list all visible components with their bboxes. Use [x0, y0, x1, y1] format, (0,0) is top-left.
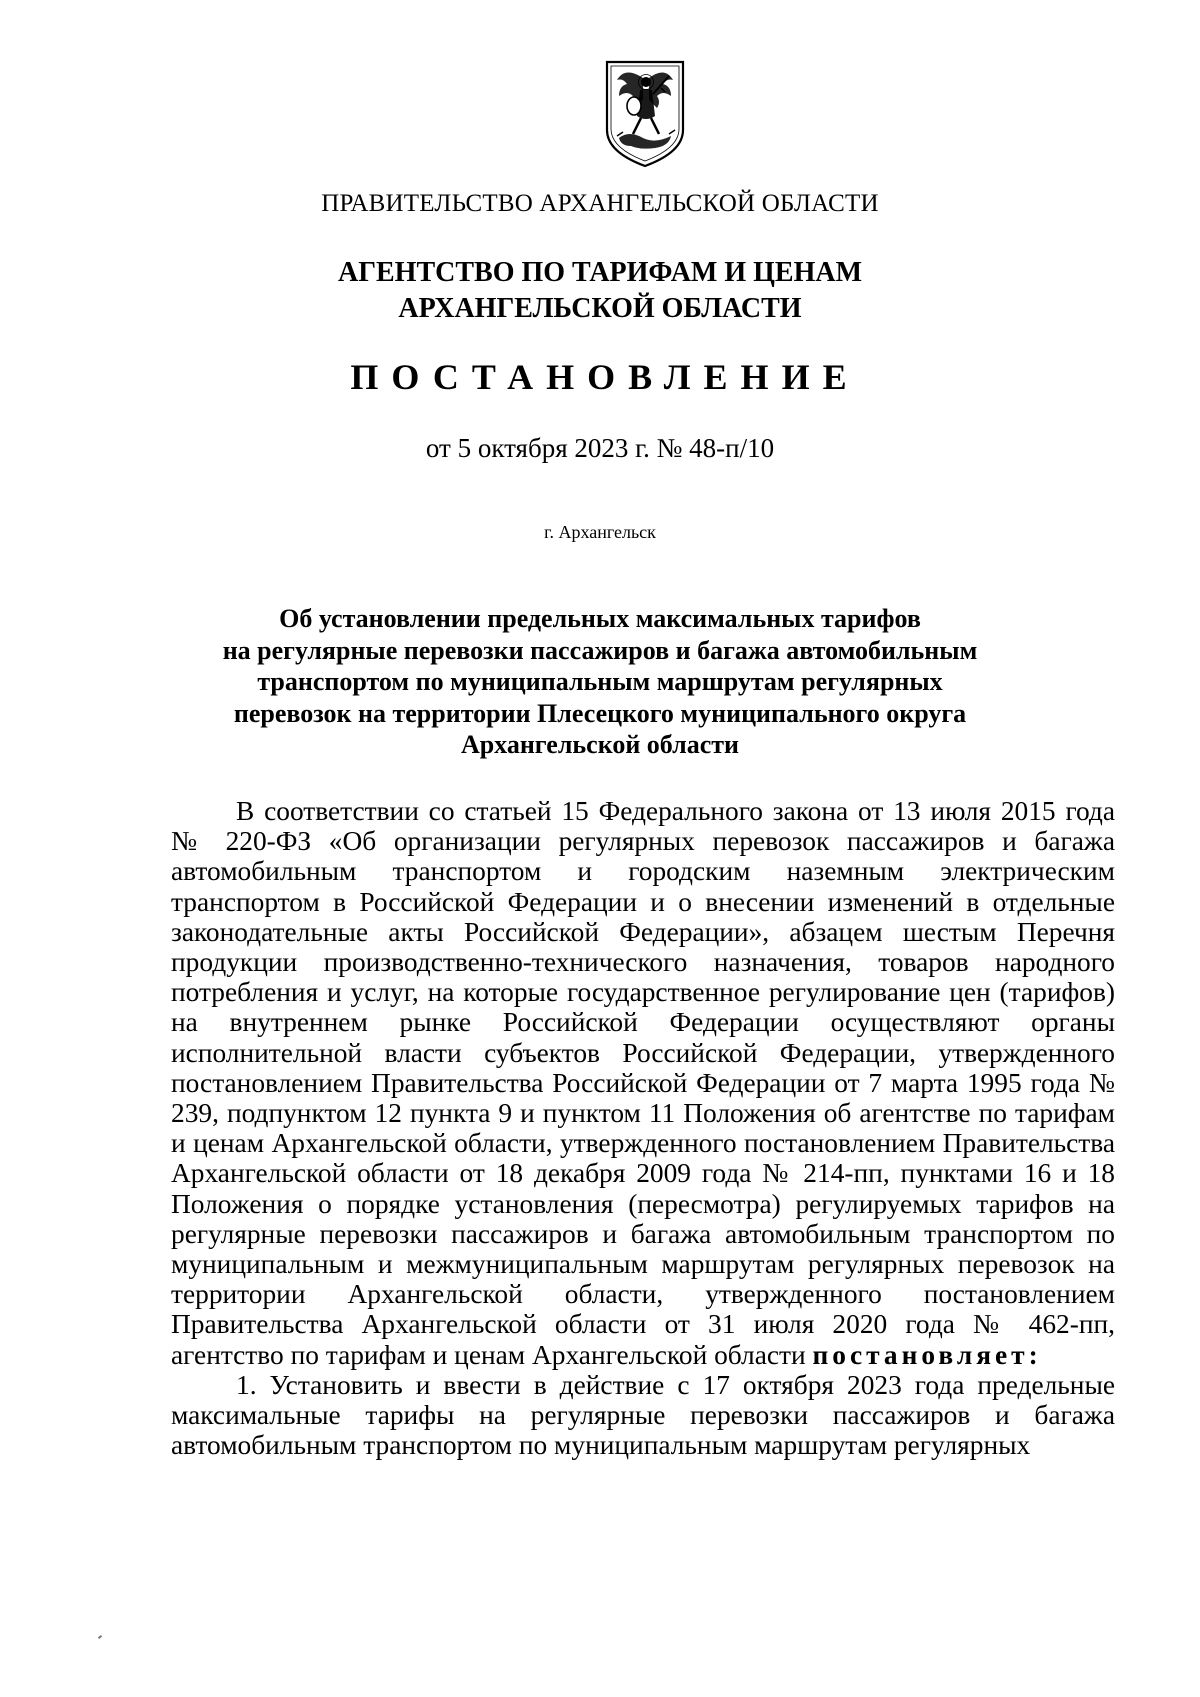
subject-line: Об установлении предельных максимальных тарифов [279, 604, 921, 633]
preamble-paragraph [171, 796, 1115, 1370]
document-date-number: от 5 октября 2023 г. № 48-п/10 [425, 433, 775, 463]
agency-name-line-1: АГЕНТСТВО ПО ТАРИФАМ И ЦЕНАМ [337, 257, 863, 288]
government-name: ПРАВИТЕЛЬСТВО АРХАНГЕЛЬСКОЙ ОБЛАСТИ [321, 190, 879, 217]
document-place: г. Архангельск [544, 522, 656, 542]
item-1-paragraph: 1. Установить и ввести в действие с 17 октября 2023 года предельные максимальные тарифы на регулярные перевозки пассажиров и багажа автомобильным транспортом по муниципальным маршрутам регулярных [171, 1369, 1115, 1461]
scan-artifact [98, 1635, 102, 1639]
document-type: ПОСТАНОВЛЕНИЕ [350, 357, 860, 397]
document-subject [0, 603, 1200, 761]
preamble-text: В соответствии со статьей 15 Федерального закона от 13 июля 2015 года № 220-ФЗ «Об организации регулярных перевозок пассажиров и багажа автомобильным транспортом и городским наземным электрическим транспортом в Российской Федерации и о внесении изменений в отдельные законодательные акты Российской Федерации», абзацем шестым Перечня продукции производственно-технического назначения, товаров народного потребления и услуг, на которые государственное регулирование цен (тарифов) на внутреннем рынке Российской Федерации осуществляют органы исполнительной власти субъектов Российской Федерации, утвержденного постановлением Правительства Российской Федерации от 7 марта 1995 года № 239, подпунктом 12 пункта 9 и пунктом 11 Положения об агентстве по тарифам и ценам Архангельской области, утвержденного постановлением Правительства Архангельской области от 18 декабря 2009 года № 214-пп, пунктами 16 и 18 Положения о порядке установления (пересмотра) регулируемых тарифов на регулярные перевозки пассажиров и багажа автомобильным транспортом по муниципальным и межмуниципальным маршрутам регулярных перевозок на территории Архангельской области, утвержденного постановлением Правительства Архангельской области от 31 июля 2020 года № 462-пп, агентство по тарифам и ценам Архангельской области [171, 796, 1115, 1370]
agency-name-line-2: АРХАНГЕЛЬСКОЙ ОБЛАСТИ [398, 293, 802, 324]
document-body [171, 796, 1115, 1460]
resolves-word: постановляет: [812, 1339, 1042, 1370]
subject-line: транспортом по муниципальным маршрутам регулярных [257, 667, 943, 696]
coat-of-arms-icon [603, 58, 687, 170]
subject-line: на регулярные перевозки пассажиров и багажа автомобильным [222, 635, 978, 665]
subject-line: перевозок на территории Плесецкого муниципального округа [233, 698, 967, 728]
agency-name [0, 255, 1200, 327]
subject-line: Архангельской области [460, 730, 740, 759]
